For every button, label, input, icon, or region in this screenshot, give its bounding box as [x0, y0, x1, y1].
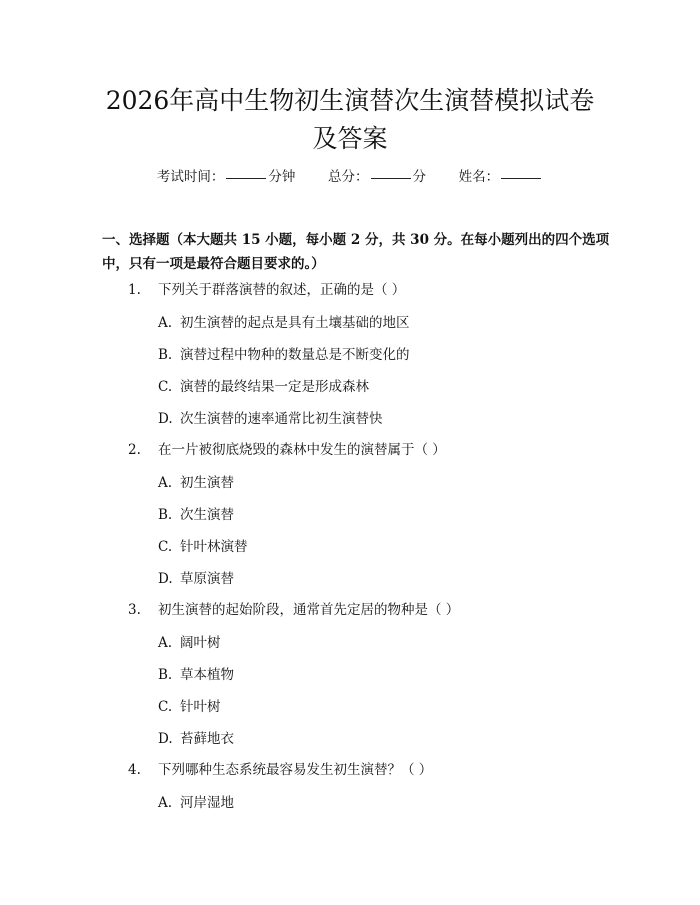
option-text: 针叶林演替 [180, 539, 248, 555]
question-2-option-a [158, 473, 234, 493]
exam-meta [0, 167, 700, 187]
option-letter: B. [158, 667, 173, 683]
option-letter: B. [158, 507, 173, 523]
question-number: 1. [128, 282, 141, 298]
option-text: 演替过程中物种的数量总是不断变化的 [180, 347, 410, 363]
option-letter: C. [158, 699, 173, 715]
option-letter: A. [158, 475, 173, 491]
question-number: 2. [128, 442, 141, 458]
question-2 [128, 440, 446, 460]
option-text: 针叶树 [180, 699, 221, 715]
section-heading: 一、选择题（本大题共 15 小题，每小题 2 分，共 30 分。在每小题列出的四个选项中，只有一项是最符合题目要求的。） [102, 232, 610, 272]
question-text: 下列哪种生态系统最容易发生初生演替？（ ） [158, 762, 433, 778]
question-text: 下列关于群落演替的叙述，正确的是（ ） [158, 282, 406, 298]
question-number: 4. [128, 762, 141, 778]
option-text: 初生演替的起点是具有土壤基础的地区 [180, 315, 410, 331]
option-text: 次生演替的速率通常比初生演替快 [180, 411, 383, 427]
question-3-option-a [158, 633, 221, 653]
option-text: 草原演替 [180, 571, 234, 587]
question-2-option-b [158, 505, 234, 525]
question-4 [128, 760, 432, 780]
option-text: 阔叶树 [180, 635, 221, 651]
question-text: 初生演替的起始阶段，通常首先定居的物种是（ ） [158, 602, 460, 618]
page-title-line1: 2026年高中生物初生演替次生演替模拟试卷 [105, 86, 595, 115]
option-letter: D. [158, 731, 173, 747]
question-3-option-b [158, 665, 234, 685]
option-letter: C. [158, 539, 173, 555]
option-text: 草本植物 [180, 667, 234, 683]
question-1 [128, 280, 405, 300]
time-unit: 分钟 [268, 169, 296, 185]
name-label: 姓名： [458, 169, 500, 185]
time-label: 考试时间： [156, 169, 225, 185]
option-letter: A. [158, 315, 173, 331]
option-letter: A. [158, 795, 173, 811]
question-2-option-c [158, 537, 248, 557]
question-3-option-d [158, 729, 234, 749]
score-blank [371, 177, 411, 179]
option-letter: D. [158, 571, 173, 587]
question-3 [128, 600, 459, 620]
score-label: 总分： [328, 169, 369, 185]
option-text: 演替的最终结果一定是形成森林 [180, 379, 369, 395]
question-4-option-a [158, 793, 234, 813]
question-1-option-a [158, 313, 410, 333]
score-unit: 分 [412, 169, 426, 185]
question-1-option-c [158, 377, 369, 397]
option-letter: A. [158, 635, 173, 651]
time-blank [226, 177, 266, 179]
question-1-option-b [158, 345, 410, 365]
option-text: 次生演替 [180, 507, 234, 523]
name-blank [501, 177, 541, 179]
option-letter: C. [158, 379, 173, 395]
question-3-option-c [158, 697, 221, 717]
question-text: 在一片被彻底烧毁的森林中发生的演替属于（ ） [158, 442, 446, 458]
option-text: 河岸湿地 [180, 795, 234, 811]
option-letter: B. [158, 347, 173, 363]
option-text: 初生演替 [180, 475, 234, 491]
option-letter: D. [158, 411, 173, 427]
question-number: 3. [128, 602, 141, 618]
question-2-option-d [158, 569, 234, 589]
page-title-line2: 及答案 [312, 124, 388, 153]
question-1-option-d [158, 409, 383, 429]
option-text: 苔藓地衣 [180, 731, 234, 747]
